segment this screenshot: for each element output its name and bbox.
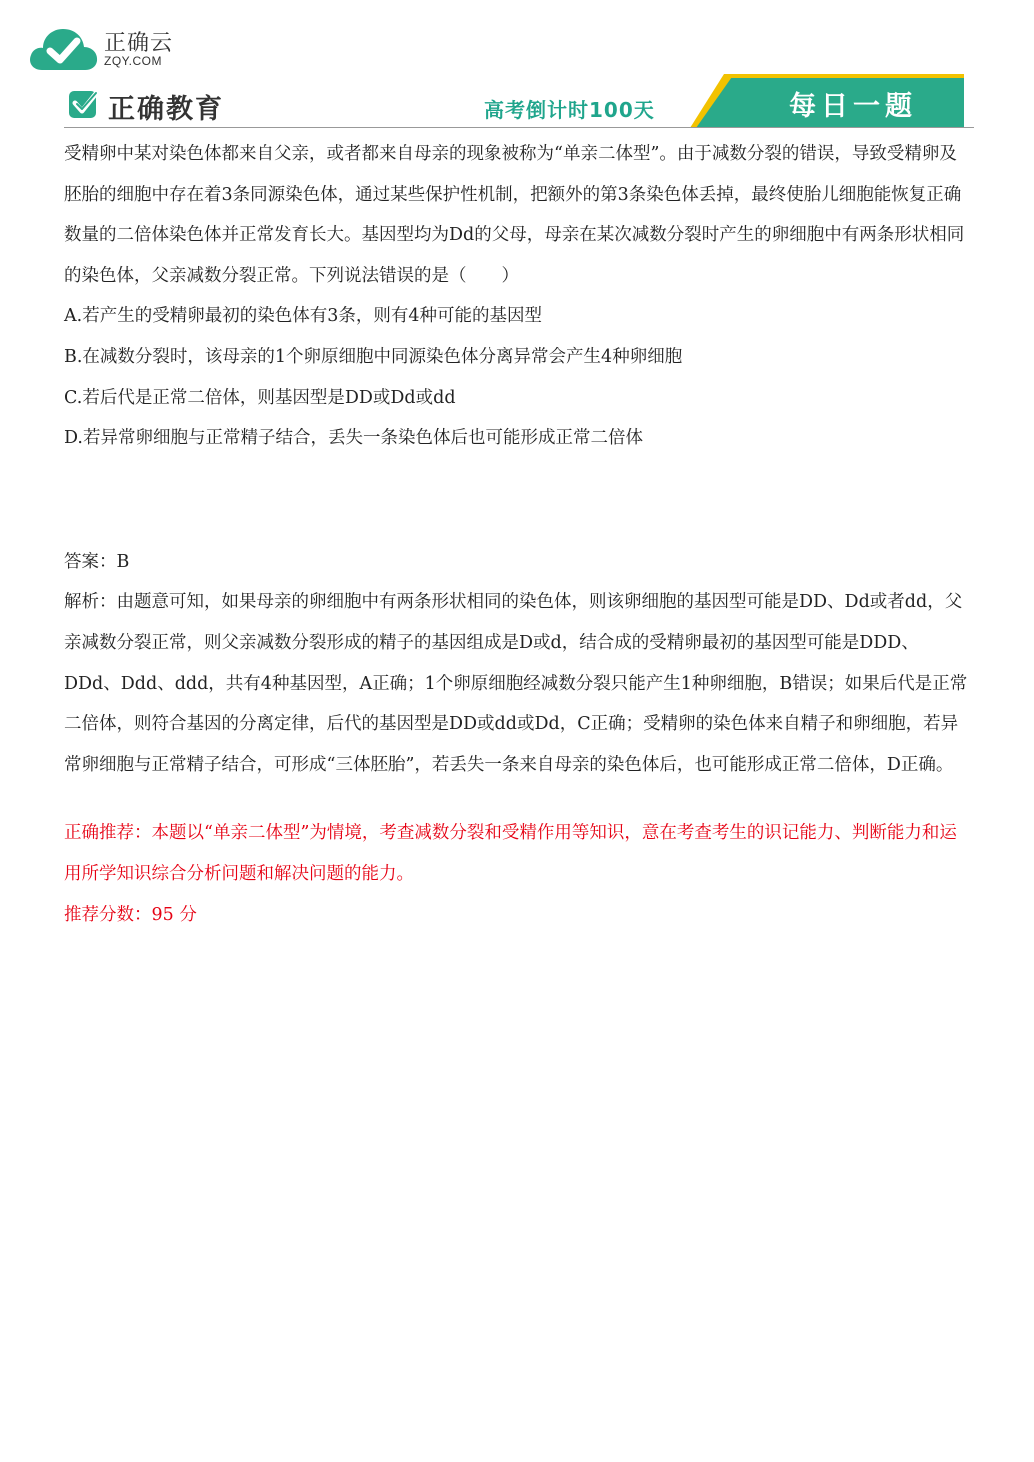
answer: 答案：B [64, 551, 130, 572]
option-c: C.若后代是正常二倍体，则基因型是DD或Dd或dd [64, 387, 456, 408]
analysis: 解析：由题意可知，如果母亲的卵细胞中有两条形状相同的染色体，则该卵细胞的基因型可能是DD、Dd或者dd，父亲减数分裂正常，则父亲减数分裂形成的精子的基因组成是D或d，结合成的受精卵最初的基因型可能是DDD、DDd、Ddd、ddd，共有4种基因型，A正确；1个卵原细胞经减数分裂只能产生1种卵细胞，B错误；如果后代是正常二倍体，则符合基因的分离定律，后代的基因型是DD或dd或Dd，C正确；受精卵的染色体来自精子和卵细胞，若异常卵细胞与正常精子结合，可形成“三体胚胎”，若丢失一条来自母亲的染色体后，也可能形成正常二倍体，D正确。 [64, 592, 968, 775]
cloud-logo-icon [28, 24, 98, 72]
countdown-label: 高考倒计时100天 [484, 98, 655, 122]
recommendation-text: 正确推荐：本题以“单亲二体型”为情境，考查减数分裂和受精作用等知识，意在考查考生的识记能力、判断能力和运用所学知识综合分析问题和解决问题的能力。 [64, 823, 957, 884]
recommendation-score: 推荐分数：95 分 [64, 904, 197, 925]
option-d: D.若异常卵细胞与正常精子结合，丢失一条染色体后也可能形成正常二倍体 [64, 428, 643, 449]
logo-name: 正确云 [104, 31, 174, 56]
logo-domain: ZQY.COM [104, 54, 162, 68]
question-content [64, 134, 974, 935]
question-stem: 受精卵中某对染色体都来自父亲，或者都来自母亲的现象被称为“单亲二体型”。由于减数分裂的错误，导致受精卵及胚胎的细胞中存在着3条同源染色体，通过某些保护性机制，把额外的第3条染色体丢掉，最终使胎儿细胞能恢复正确数量的二倍体染色体并正常发育长大。基因型均为Dd的父母，母亲在某次减数分裂时产生的卵细胞中有两条形状相同的染色体，父亲减数分裂正常。下列说法错误的是（ ） [64, 144, 965, 286]
banner-title: 每日一题 [789, 91, 917, 122]
brand-name: 正确教育 [108, 94, 224, 125]
check-box-icon [68, 88, 100, 120]
header-divider [64, 127, 974, 128]
option-b: B.在减数分裂时，该母亲的1个卵原细胞中同源染色体分离异常会产生4种卵细胞 [64, 346, 683, 367]
option-a: A.若产生的受精卵最初的染色体有3条，则有4种可能的基因型 [64, 306, 542, 327]
